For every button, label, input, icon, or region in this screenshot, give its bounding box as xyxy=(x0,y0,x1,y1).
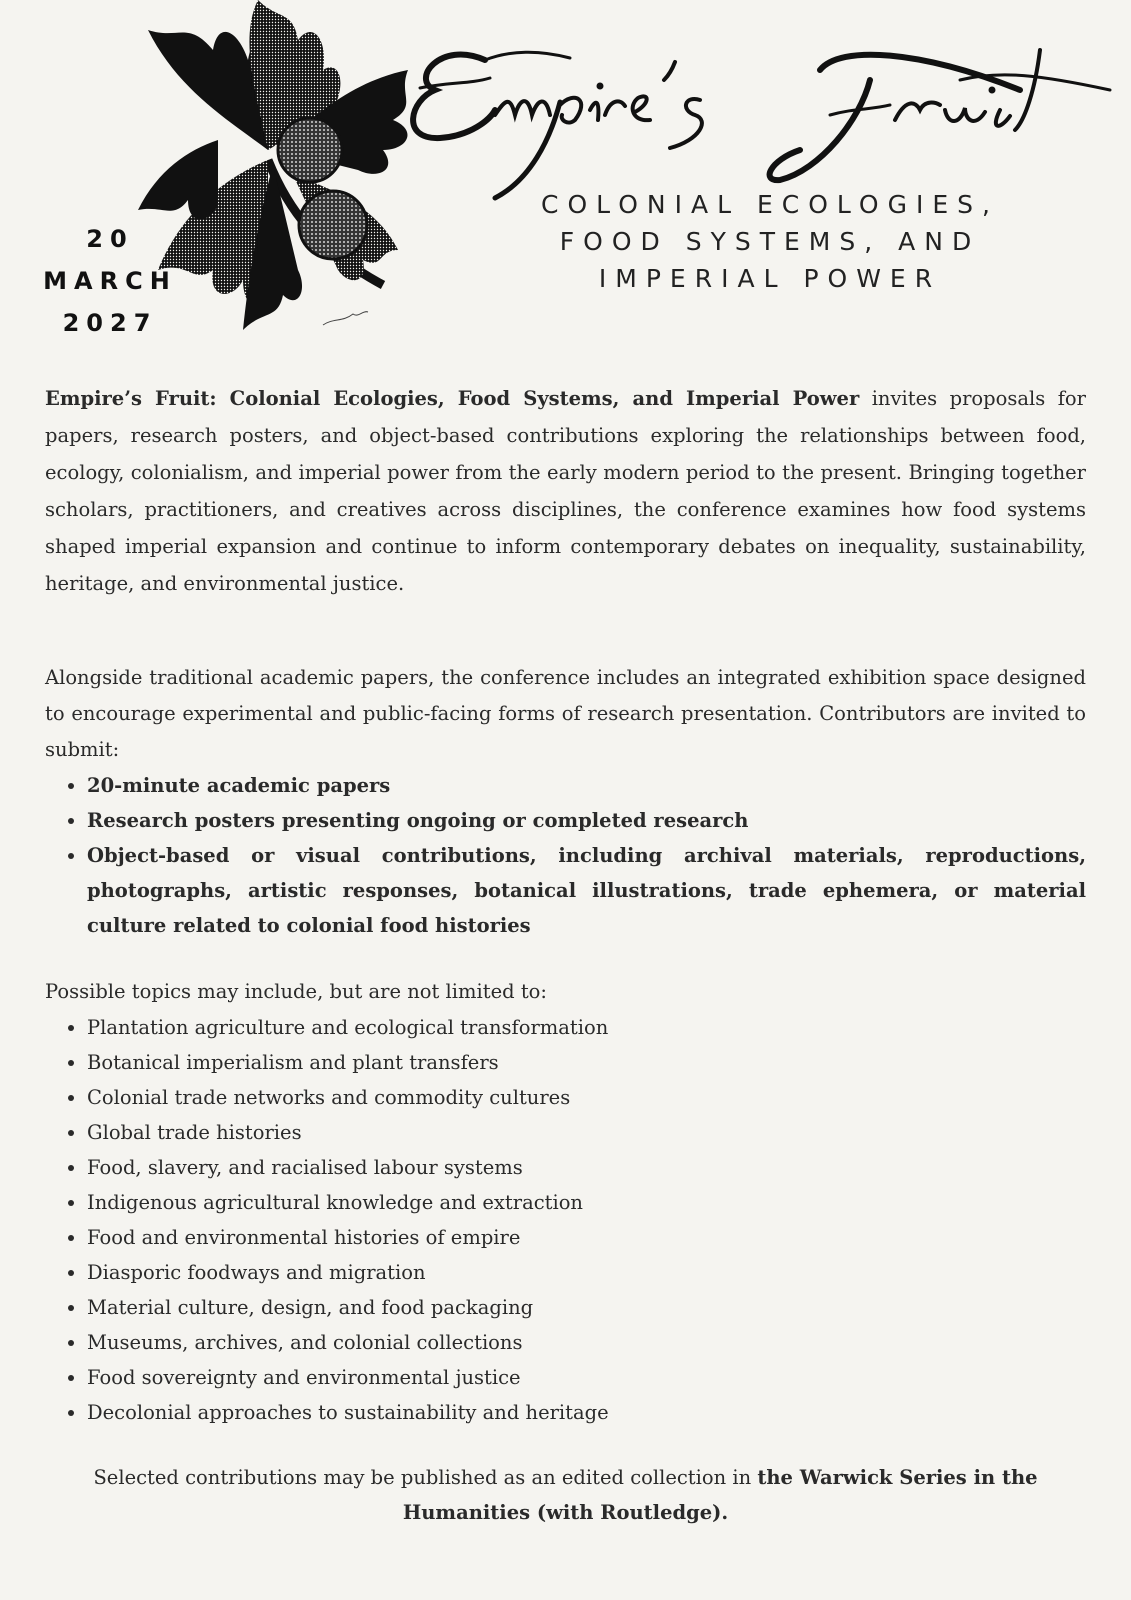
list-item: • Food sovereignty and environmental justice xyxy=(87,1360,1086,1395)
list-item: • Material culture, design, and food packaging xyxy=(87,1290,1086,1325)
script-title-logo xyxy=(400,20,1120,210)
subtitle-line: COLONIAL ECOLOGIES, xyxy=(541,190,999,219)
intro-lead-bold: Empire’s Fruit: Colonial Ecologies, Food Systems, and Imperial Power xyxy=(45,387,860,410)
list-item: • Plantation agriculture and ecological transformation xyxy=(87,1010,1086,1045)
subtitle xyxy=(490,186,1050,297)
conference-date xyxy=(30,218,190,344)
subtitle-line: FOOD SYSTEMS, AND xyxy=(559,227,981,256)
list-item: • Indigenous agricultural knowledge and extraction xyxy=(87,1185,1086,1220)
date-day: 20 xyxy=(86,225,134,253)
header xyxy=(0,0,1131,350)
date-month: MARCH xyxy=(43,267,177,295)
list-item: • Decolonial approaches to sustainability and heritage xyxy=(87,1395,1086,1430)
list-item: • Botanical imperialism and plant transfers xyxy=(87,1045,1086,1080)
list-item: • Colonial trade networks and commodity cultures xyxy=(87,1080,1086,1115)
list-item: • 20-minute academic papers xyxy=(87,768,1086,803)
date-year: 2027 xyxy=(62,309,158,337)
submissions-intro: Alongside traditional academic papers, the conference includes an integrated exhibition space designed to encourage experimental and public-facing forms of research presentation. Contributors are invited to submit: xyxy=(45,666,1086,761)
list-item: • Global trade histories xyxy=(87,1115,1086,1150)
closing-text: Selected contributions may be published as an edited collection in xyxy=(93,1466,758,1489)
intro-paragraph xyxy=(45,380,1086,602)
intro-rest: invites proposals for papers, research posters, and object-based contributions exploring the relationships between food, ecology, colonialism, and imperial power from the early modern period to the present. Bringing together scholars, practitioners, and creatives across disciplines, the conference examines how food systems shaped imperial expansion and continue to inform contemporary debates on inequality, sustainability, heritage, and environmental justice. xyxy=(45,387,1086,595)
list-item: • Object-based or visual contributions, including archival materials, reproductions, photographs, artistic responses, botanical illustrations, trade ephemera, or material culture related to colonial food histories xyxy=(87,838,1086,943)
submissions-list xyxy=(45,768,1086,943)
list-item: • Research posters presenting ongoing or completed research xyxy=(87,803,1086,838)
list-item: • Museums, archives, and colonial collections xyxy=(87,1325,1086,1360)
list-item: • Food and environmental histories of empire xyxy=(87,1220,1086,1255)
subtitle-line: IMPERIAL POWER xyxy=(598,264,942,293)
closing-bold: the Warwick Series in the Humanities (with Routledge). xyxy=(402,1466,1038,1524)
closing-paragraph xyxy=(45,1460,1086,1530)
body-content xyxy=(45,380,1086,1530)
topics-intro: Possible topics may include, but are not limited to: xyxy=(45,980,547,1003)
list-item: • Food, slavery, and racialised labour systems xyxy=(87,1150,1086,1185)
topics-list xyxy=(45,1010,1086,1430)
list-item: • Diasporic foodways and migration xyxy=(87,1255,1086,1290)
